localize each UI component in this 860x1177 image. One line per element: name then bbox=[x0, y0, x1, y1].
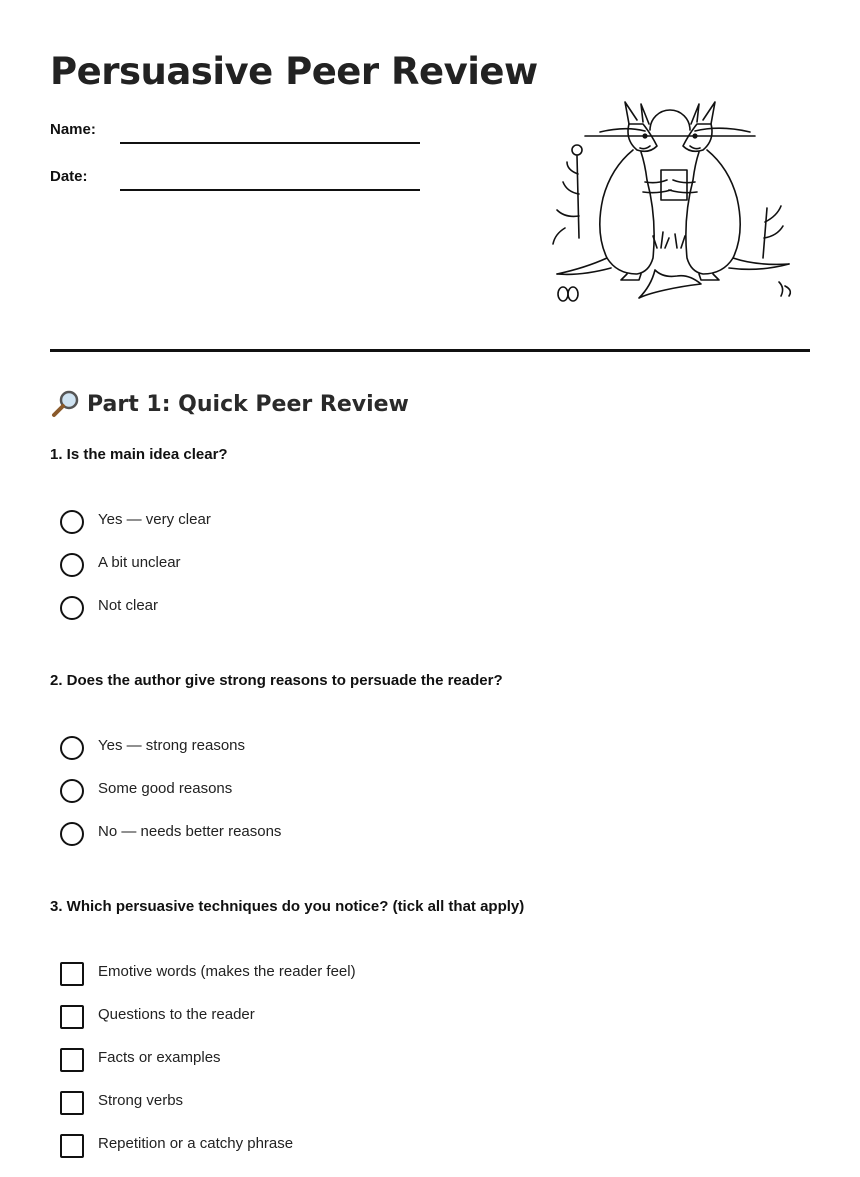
kangaroos-illustration bbox=[545, 98, 795, 308]
date-field[interactable] bbox=[50, 165, 420, 191]
worksheet-title: Persuasive Peer Review bbox=[50, 50, 538, 93]
question-3-options bbox=[60, 962, 356, 1177]
question-3: 3. Which persuasive techniques do you notice? (tick all that apply) bbox=[50, 898, 525, 915]
checkbox[interactable] bbox=[60, 1048, 84, 1072]
radio-button[interactable] bbox=[60, 736, 84, 760]
option-label: Yes — strong reasons bbox=[98, 737, 246, 754]
question-1-options bbox=[60, 510, 211, 639]
checkbox[interactable] bbox=[60, 962, 84, 986]
option-label: Emotive words (makes the reader feel) bbox=[98, 963, 356, 980]
q2-option-2[interactable] bbox=[60, 779, 281, 822]
part1-title: Part 1: Quick Peer Review bbox=[87, 391, 409, 417]
option-label: No — needs better reasons bbox=[98, 823, 282, 840]
checkbox[interactable] bbox=[60, 1005, 84, 1029]
q3-option-1[interactable] bbox=[60, 962, 356, 1005]
q3-option-3[interactable] bbox=[60, 1048, 356, 1091]
option-label: Not clear bbox=[98, 597, 159, 614]
option-label: Yes — very clear bbox=[98, 511, 211, 528]
question-1: 1. Is the main idea clear? bbox=[50, 446, 228, 463]
part1-heading bbox=[50, 388, 409, 420]
name-field[interactable] bbox=[50, 118, 420, 144]
checkbox[interactable] bbox=[60, 1091, 84, 1115]
option-label: Questions to the reader bbox=[98, 1006, 255, 1023]
q2-option-1[interactable] bbox=[60, 736, 281, 779]
radio-button[interactable] bbox=[60, 596, 84, 620]
radio-button[interactable] bbox=[60, 510, 84, 534]
name-write-line[interactable] bbox=[120, 142, 420, 144]
q1-option-2[interactable] bbox=[60, 553, 211, 596]
option-label: Strong verbs bbox=[98, 1092, 184, 1109]
date-label: Date: bbox=[50, 168, 88, 185]
option-label: Some good reasons bbox=[98, 780, 233, 797]
section-divider bbox=[50, 349, 810, 352]
radio-button[interactable] bbox=[60, 822, 84, 846]
q3-option-2[interactable] bbox=[60, 1005, 356, 1048]
option-label: Facts or examples bbox=[98, 1049, 221, 1066]
date-write-line[interactable] bbox=[120, 189, 420, 191]
radio-button[interactable] bbox=[60, 553, 84, 577]
q3-option-5[interactable] bbox=[60, 1134, 356, 1177]
option-label: Repetition or a catchy phrase bbox=[98, 1135, 294, 1152]
q2-option-3[interactable] bbox=[60, 822, 281, 865]
q1-option-1[interactable] bbox=[60, 510, 211, 553]
magnifying-glass-icon bbox=[50, 389, 80, 419]
name-label: Name: bbox=[50, 121, 96, 138]
question-2-options bbox=[60, 736, 281, 865]
question-2: 2. Does the author give strong reasons to persuade the reader? bbox=[50, 672, 503, 689]
q1-option-3[interactable] bbox=[60, 596, 211, 639]
q3-option-4[interactable] bbox=[60, 1091, 356, 1134]
option-label: A bit unclear bbox=[98, 554, 181, 571]
radio-button[interactable] bbox=[60, 779, 84, 803]
checkbox[interactable] bbox=[60, 1134, 84, 1158]
